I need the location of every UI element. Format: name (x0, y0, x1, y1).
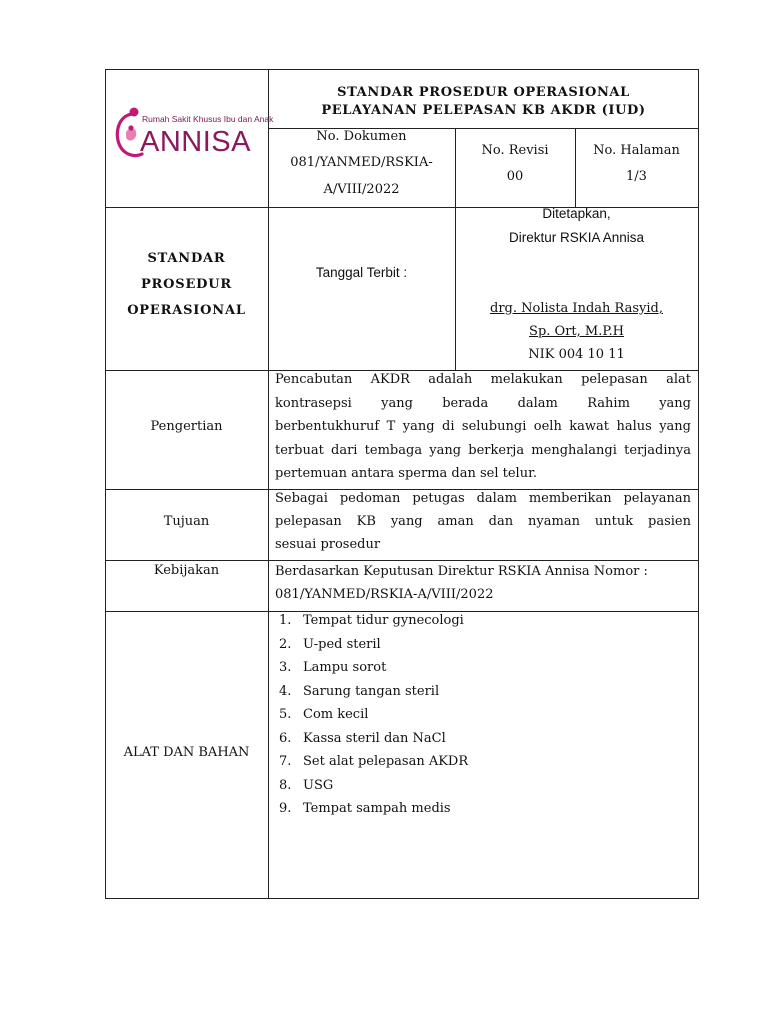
dokumen-value-line2: A/VIII/2022 (323, 182, 400, 197)
list-item: 8. USG (279, 777, 334, 793)
sop-label-line2: PROSEDUR (140, 277, 232, 292)
kebijakan-line: 081/YANMED/RSKIA-A/VIII/2022 (275, 587, 494, 602)
border-revisi-halaman (575, 128, 576, 208)
hospital-logo (112, 100, 274, 164)
pengertian-line: berbentukhuruf T yang di selubungi oelh kawat halus yang (275, 419, 691, 434)
tujuan-line: pelepasan KB yang aman dan nyaman untuk pasien (275, 514, 691, 529)
list-item: 6. Kassa steril dan NaCl (279, 730, 446, 746)
tanggal-terbit-label: Tanggal Terbit : (315, 265, 408, 280)
sop-label-line1: STANDAR (147, 251, 226, 266)
sop-label-line3: OPERASIONAL (127, 303, 246, 318)
border-right (698, 69, 699, 899)
list-item: 2. U-ped steril (279, 636, 381, 652)
tujuan-line: Sebagai pedoman petugas dalam memberikan pelayanan (275, 491, 691, 506)
logo-subtitle: Rumah Sakit Khusus Ibu dan Anak (142, 114, 274, 124)
kebijakan-line: Berdasarkan Keputusan Direktur RSKIA Annisa Nomor : (275, 564, 648, 579)
halaman-value: 1/3 (626, 169, 647, 184)
list-item: 7. Set alat pelepasan AKDR (279, 754, 469, 769)
signer-title: Sp. Ort, M.P.H (529, 324, 624, 339)
dokumen-value-line1: 081/YANMED/RSKIA- (290, 155, 433, 170)
border-bottom (105, 898, 699, 899)
border-left (105, 69, 106, 899)
direktur-text: Direktur RSKIA Annisa (508, 230, 645, 245)
ditetapkan-text: Ditetapkan, (542, 206, 611, 221)
list-item: 3. Lampu sorot (279, 660, 387, 675)
signer-nik: NIK 004 10 11 (528, 347, 625, 362)
list-item: 4. Sarung tangan steril (279, 683, 440, 699)
tujuan-line: sesuai prosedur (275, 537, 381, 552)
pengertian-line: Pencabutan AKDR adalah melakukan pelepasan alat (275, 372, 691, 387)
revisi-value: 00 (506, 169, 524, 184)
logo-name: ANNISA (140, 126, 251, 158)
alat-bahan-label: ALAT DAN BAHAN (123, 745, 250, 760)
halaman-label: No. Halaman (593, 143, 680, 158)
border-tujuan-bottom (105, 560, 699, 561)
border-pengertian-bottom (105, 489, 699, 490)
document-title-line1: STANDAR PROSEDUR OPERASIONAL (337, 85, 630, 100)
kebijakan-label: Kebijakan (153, 563, 220, 578)
list-item: 1. Tempat tidur gynecologi (279, 613, 464, 628)
border-sop-bottom (105, 370, 699, 371)
pengertian-line: kontrasepsi yang berada dalam Rahim yang (275, 396, 691, 411)
list-item: 9. Tempat sampah medis (279, 801, 451, 816)
pengertian-line: pertemuan antara sperma dan sel telur. (275, 466, 538, 481)
signer-name: drg. Nolista Indah Rasyid, (490, 301, 663, 316)
document-title-line2: PELAYANAN PELEPASAN KB AKDR (IUD) (321, 103, 646, 118)
list-item: 5. Com kecil (279, 707, 369, 722)
pengertian-label: Pengertian (150, 419, 223, 434)
revisi-label: No. Revisi (481, 143, 549, 158)
dokumen-label: No. Dokumen (316, 129, 407, 144)
border-top (105, 69, 699, 70)
border-dokumen-revisi (455, 128, 456, 208)
pengertian-line: terbuat dari tembaga yang berkerja menghalangi terjadinya (275, 443, 691, 458)
tujuan-label: Tujuan (163, 514, 210, 529)
alat-bahan-list (279, 611, 468, 823)
